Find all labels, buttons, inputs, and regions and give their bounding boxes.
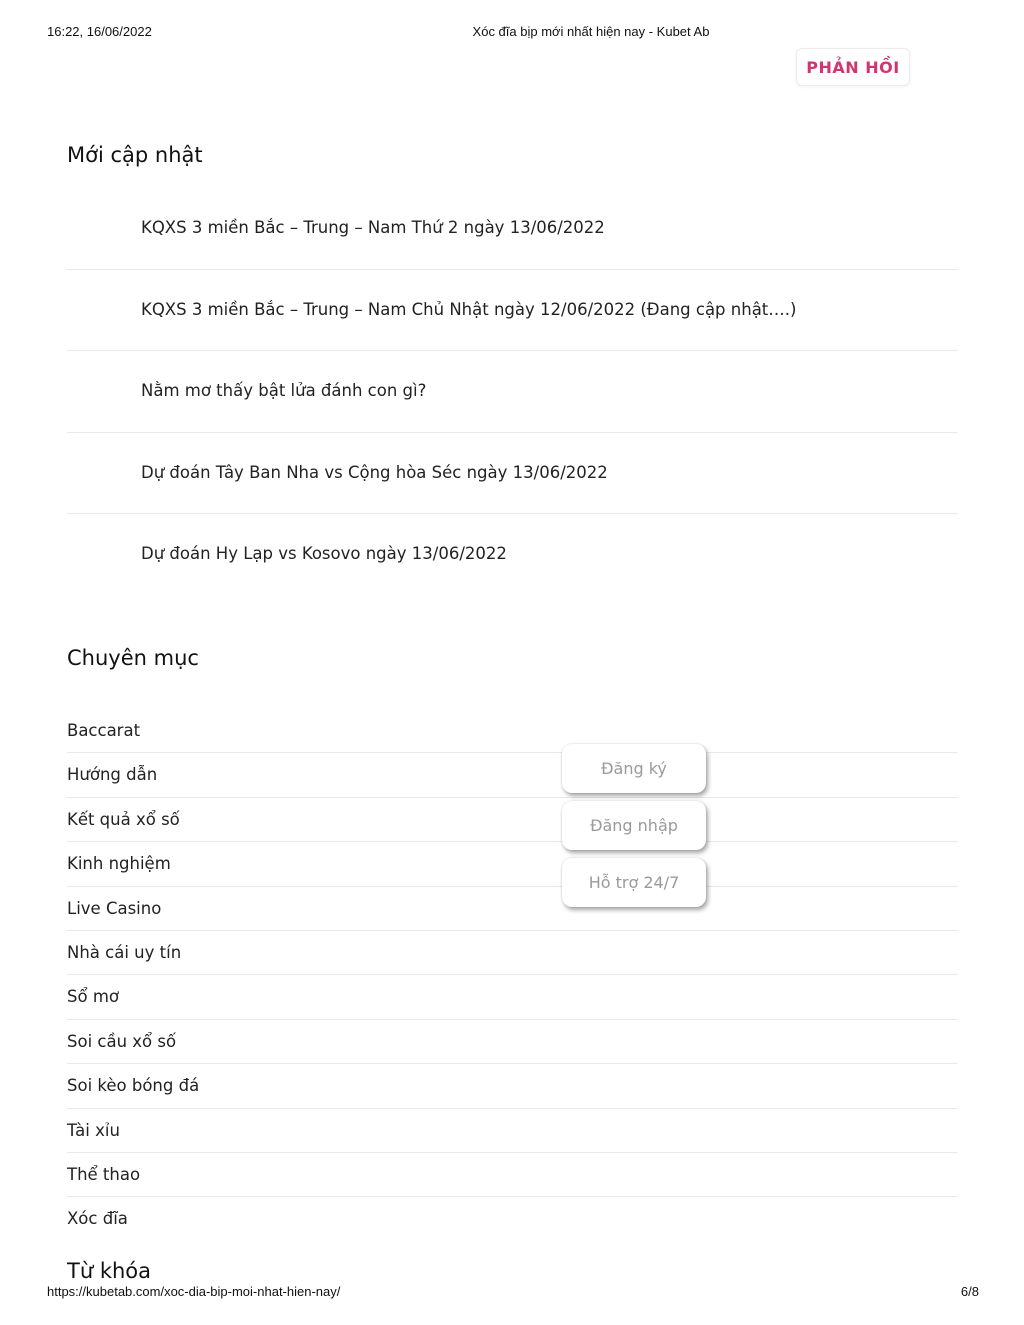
category-item	[67, 887, 958, 931]
category-item	[67, 1197, 958, 1241]
recent-post-link[interactable]: Nằm mơ thấy bật lửa đánh con gì?	[141, 381, 427, 400]
category-item	[67, 753, 958, 797]
category-link-huong-dan[interactable]: Hướng dẫn	[67, 765, 158, 785]
category-link-kinh-nghiem[interactable]: Kinh nghiệm	[67, 854, 171, 874]
category-item	[67, 931, 958, 975]
feedback-button[interactable]: PHẢN HỒI	[796, 48, 910, 86]
category-link-ket-qua-xo-so[interactable]: Kết quả xổ số	[67, 809, 180, 829]
print-footer	[0, 1284, 1024, 1302]
category-item	[67, 842, 958, 886]
register-button[interactable]: Đăng ký	[562, 744, 706, 793]
recent-post-item	[67, 433, 958, 515]
categories-list	[67, 709, 958, 1242]
print-page-title: Xóc đĩa bịp mới nhất hiện nay - Kubet Ab	[472, 24, 710, 39]
support-button[interactable]: Hỗ trợ 24/7	[562, 858, 706, 907]
category-link-so-mo[interactable]: Sổ mơ	[67, 987, 119, 1007]
category-link-the-thao[interactable]: Thể thao	[67, 1164, 141, 1184]
recent-posts-heading: Mới cập nhật	[67, 143, 203, 167]
category-link-nha-cai-uy-tin[interactable]: Nhà cái uy tín	[67, 942, 182, 962]
category-item	[67, 798, 958, 842]
login-button[interactable]: Đăng nhập	[562, 801, 706, 850]
category-item	[67, 975, 958, 1019]
recent-post-link[interactable]: KQXS 3 miền Bắc – Trung – Nam Chủ Nhật ngày 12/06/2022 (Đang cập nhật….)	[141, 299, 797, 319]
category-link-baccarat[interactable]: Baccarat	[67, 721, 141, 740]
print-page-number: 6/8	[960, 1284, 979, 1299]
category-link-tai-xiu[interactable]: Tài xỉu	[67, 1120, 120, 1140]
recent-post-link[interactable]: Dự đoán Tây Ban Nha vs Cộng hòa Séc ngày 13/06/2022	[141, 462, 608, 482]
print-datetime: 16:22, 16/06/2022	[47, 24, 152, 39]
recent-post-link[interactable]: KQXS 3 miền Bắc – Trung – Nam Thứ 2 ngày 13/06/2022	[141, 218, 605, 237]
recent-post-item	[67, 188, 958, 270]
print-url: https://kubetab.com/xoc-dia-bip-moi-nhat-hien-nay/	[47, 1284, 341, 1299]
print-header	[0, 24, 1024, 42]
category-item	[67, 1064, 958, 1108]
category-link-xoc-dia[interactable]: Xóc đĩa	[67, 1209, 128, 1229]
category-item	[67, 1020, 958, 1064]
categories-heading: Chuyên mục	[67, 646, 199, 670]
category-item	[67, 1153, 958, 1197]
category-item	[67, 709, 958, 753]
category-item	[67, 1109, 958, 1153]
recent-posts-list	[67, 188, 958, 596]
recent-post-item	[67, 351, 958, 433]
category-link-soi-cau-xo-so[interactable]: Soi cầu xổ số	[67, 1031, 177, 1051]
recent-post-item	[67, 270, 958, 352]
keywords-heading: Từ khóa	[67, 1259, 151, 1281]
recent-post-item	[67, 514, 958, 596]
recent-post-link[interactable]: Dự đoán Hy Lạp vs Kosovo ngày 13/06/2022	[141, 544, 507, 563]
category-link-live-casino[interactable]: Live Casino	[67, 898, 162, 918]
category-link-soi-keo-bong-da[interactable]: Soi kèo bóng đá	[67, 1076, 200, 1096]
